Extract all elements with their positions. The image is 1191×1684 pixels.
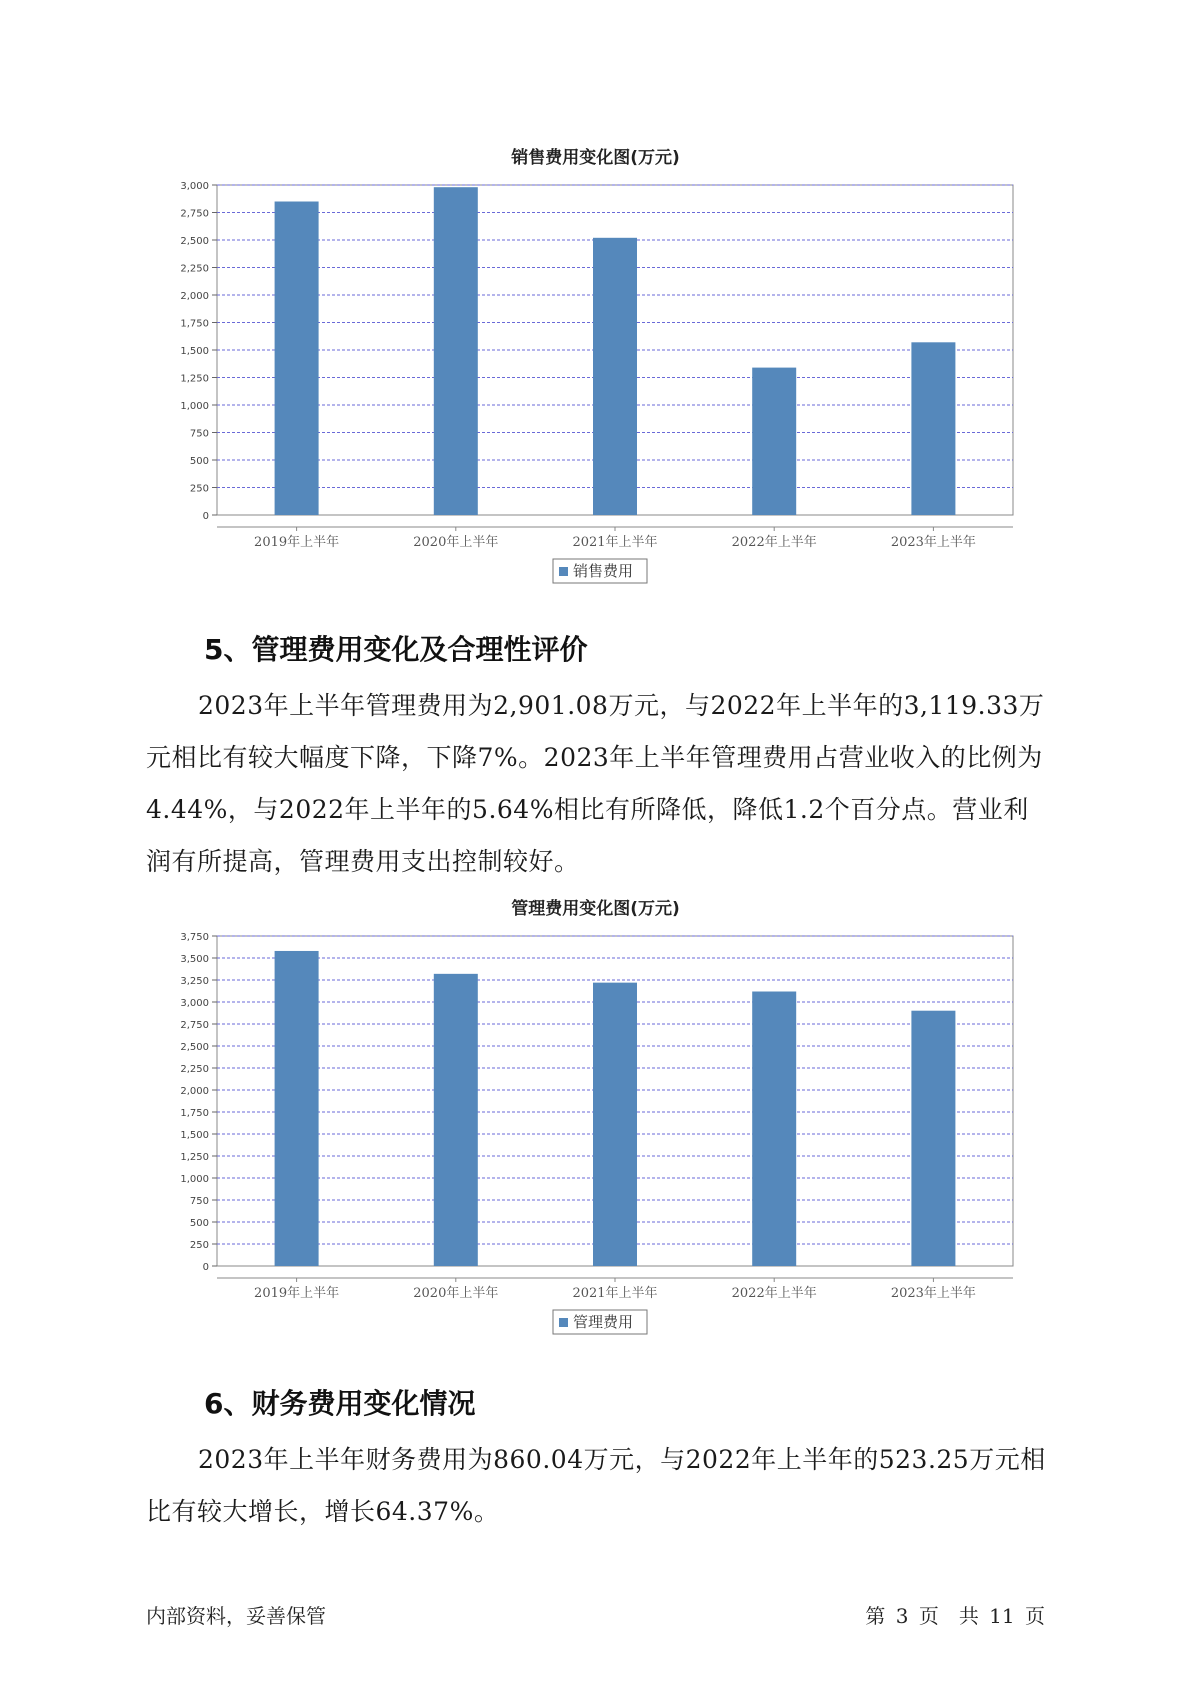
x-tick-label: 2020年上半年 — [413, 535, 499, 550]
bar — [752, 991, 796, 1266]
bar — [275, 202, 319, 516]
y-tick-label: 3,250 — [180, 976, 209, 987]
legend-swatch — [559, 567, 568, 576]
legend — [553, 1310, 647, 1334]
y-tick-label: 250 — [189, 483, 209, 495]
y-tick-label: 2,750 — [180, 1020, 209, 1031]
x-tick-label: 2022年上半年 — [731, 535, 817, 550]
footer-page-number: 第 3 页 共 11 页 — [865, 1604, 1045, 1628]
section6-paragraph: 2023年上半年财务费用为860.04万元，与2022年上半年的523.25万元相比有较大增长，增长64.37%。 — [146, 1445, 1046, 1526]
x-tick-label: 2021年上半年 — [572, 1286, 658, 1301]
y-tick-label: 3,000 — [180, 181, 209, 192]
y-tick-label: 2,750 — [180, 208, 209, 220]
y-tick-label: 500 — [189, 1218, 209, 1229]
section5-paragraph: 2023年上半年管理费用为2,901.08万元，与2022年上半年的3,119.33万元相比有较大幅度下降，下降7%。2023年上半年管理费用占营业收入的比例为4.44%，与2022年上半年的5.64%相比有所降低，降低1.2个百分点。营业利润有所提高，管理费用支出控制较好。 — [146, 691, 1045, 876]
y-tick-label: 1,500 — [180, 346, 209, 357]
footer-confidential-note: 内部资料，妥善保管 — [146, 1604, 326, 1628]
bar — [593, 238, 637, 515]
bar — [911, 342, 955, 515]
x-tick-label: 2021年上半年 — [572, 535, 658, 550]
y-tick-label: 2,250 — [180, 1064, 209, 1075]
sales-expense-chart — [0, 170, 1191, 590]
bar — [434, 187, 478, 515]
bar — [752, 368, 796, 515]
y-tick-label: 1,750 — [180, 318, 209, 330]
y-tick-label: 0 — [202, 1262, 209, 1273]
x-tick-label: 2019年上半年 — [254, 1286, 340, 1301]
legend-swatch — [559, 1318, 568, 1327]
y-tick-label: 2,000 — [180, 1086, 209, 1097]
y-tick-label: 2,000 — [180, 291, 209, 302]
legend-label: 销售费用 — [573, 562, 634, 580]
chart1-title: 销售费用变化图(万元) — [511, 148, 680, 168]
y-tick-label: 0 — [202, 511, 209, 522]
y-tick-label: 1,000 — [180, 401, 209, 412]
chart2-title: 管理费用变化图(万元) — [511, 899, 680, 919]
section6-heading: 6、财务费用变化情况 — [204, 1387, 476, 1420]
bar — [275, 951, 319, 1266]
bar — [593, 983, 637, 1266]
bar — [434, 974, 478, 1266]
y-tick-label: 750 — [189, 428, 209, 440]
y-tick-label: 750 — [189, 1196, 209, 1207]
legend-label: 管理费用 — [573, 1313, 634, 1331]
x-tick-label: 2023年上半年 — [890, 1286, 976, 1301]
bar — [911, 1011, 955, 1266]
y-tick-label: 3,500 — [180, 954, 209, 965]
y-tick-label: 1,500 — [180, 1130, 209, 1141]
y-tick-label: 500 — [189, 456, 209, 467]
y-tick-label: 3,750 — [180, 932, 209, 943]
y-tick-label: 2,500 — [180, 236, 209, 247]
x-tick-label: 2020年上半年 — [413, 1286, 499, 1301]
y-tick-label: 1,250 — [180, 1152, 209, 1163]
y-tick-label: 1,250 — [180, 373, 209, 385]
y-tick-label: 1,750 — [180, 1108, 209, 1119]
y-tick-label: 3,000 — [180, 998, 209, 1009]
x-tick-label: 2019年上半年 — [254, 535, 340, 550]
y-tick-label: 250 — [189, 1240, 209, 1251]
legend — [553, 559, 647, 583]
y-tick-label: 2,500 — [180, 1042, 209, 1053]
y-tick-label: 2,250 — [180, 263, 209, 275]
section5-heading: 5、管理费用变化及合理性评价 — [204, 633, 588, 666]
x-tick-label: 2023年上半年 — [890, 535, 976, 550]
admin-expense-chart — [0, 921, 1191, 1341]
x-tick-label: 2022年上半年 — [731, 1286, 817, 1301]
y-tick-label: 1,000 — [180, 1174, 209, 1185]
